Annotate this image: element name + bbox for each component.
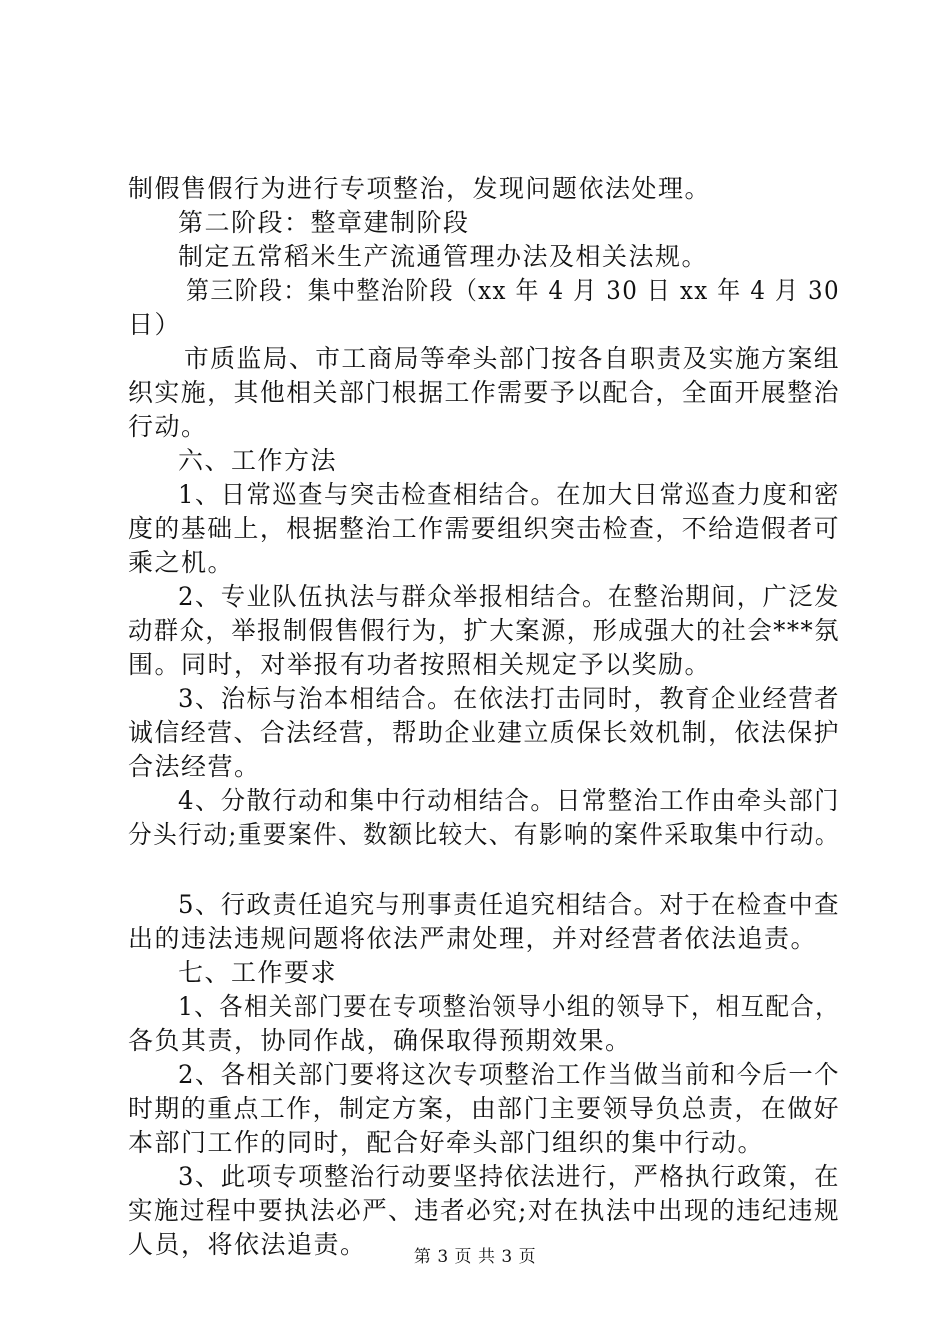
section-heading: 第二阶段：整章建制阶段 <box>178 208 470 237</box>
text-line: 动群众，举报制假售假行为，扩大案源，形成强大的社会***氛 <box>128 616 841 645</box>
text-line: 3、此项专项整治行动要坚持依法进行，严格执行政策，在 <box>178 1162 840 1191</box>
text-line: 2、各相关部门要将这次专项整治工作当做当前和今后一个 <box>178 1060 840 1089</box>
text-line: 实施过程中要执法必严、违者必究;对在执法中出现的违纪违规 <box>128 1196 841 1225</box>
text-line: 诚信经营、合法经营，帮助企业建立质保长效机制，依法保护 <box>128 718 841 747</box>
text-line: 行动。 <box>128 412 208 441</box>
section-heading: 七、工作要求 <box>178 958 338 987</box>
page-number-footer: 第 3 页 共 3 页 <box>413 1247 537 1267</box>
text-line: 制定五常稻米生产流通管理办法及相关法规。 <box>178 242 709 271</box>
text-line: 制假售假行为进行专项整治，发现问题依法处理。 <box>128 174 712 203</box>
text-line: 本部门工作的同时，配合好牵头部门组织的集中行动。 <box>128 1128 765 1157</box>
text-line: 各负其责，协同作战，确保取得预期效果。 <box>128 1026 632 1055</box>
text-line: 市质监局、市工商局等牵头部门按各自职责及实施方案组 <box>184 344 841 373</box>
text-line: 围。同时，对举报有功者按照相关规定予以奖励。 <box>128 650 712 679</box>
text-line: 织实施，其他相关部门根据工作需要予以配合，全面开展整治 <box>128 378 841 407</box>
text-line: 合法经营。 <box>128 752 261 781</box>
text-line: 4、分散行动和集中行动相结合。日常整治工作由牵头部门 <box>178 786 840 815</box>
text-line: 度的基础上，根据整治工作需要组织突击检查，不给造假者可 <box>128 514 841 543</box>
text-line: 1、各相关部门要在专项整治领导小组的领导下，相互配合， <box>178 992 840 1021</box>
text-line: 出的违法违规问题将依法严肃处理，并对经营者依法追责。 <box>128 924 818 953</box>
text-line: 1、日常巡查与突击检查相结合。在加大日常巡查力度和密 <box>178 480 840 509</box>
text-line: 乘之机。 <box>128 548 235 577</box>
text-line: 2、专业队伍执法与群众举报相结合。在整治期间，广泛发 <box>178 582 840 611</box>
text-line: 日） <box>128 310 182 339</box>
text-line: 人员，将依法追责。 <box>128 1230 367 1259</box>
text-line: 时期的重点工作，制定方案，由部门主要领导负总责，在做好 <box>128 1094 841 1123</box>
text-line: 分头行动;重要案件、数额比较大、有影响的案件采取集中行动。 <box>128 820 841 849</box>
section-heading: 六、工作方法 <box>178 446 338 475</box>
section-heading: 第三阶段：集中整治阶段（xx 年 4 月 30 日 xx 年 4 月 30 <box>186 276 841 305</box>
text-line: 5、行政责任追究与刑事责任追究相结合。对于在检查中查 <box>178 890 840 919</box>
text-line: 3、治标与治本相结合。在依法打击同时，教育企业经营者 <box>178 684 840 713</box>
